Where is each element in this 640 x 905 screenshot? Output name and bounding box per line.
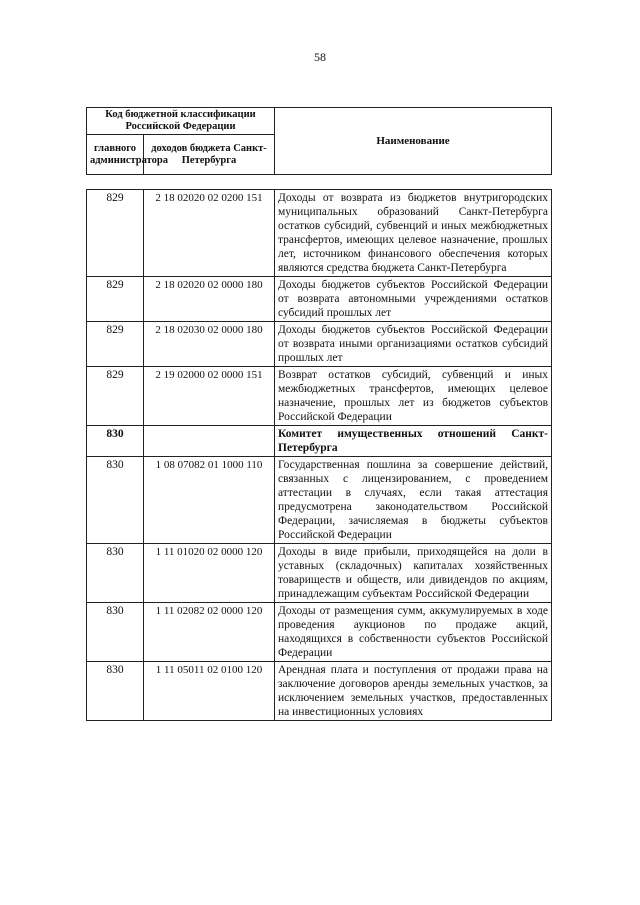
admin-code-cell: 829: [87, 322, 144, 367]
income-code-cell: 1 11 02082 02 0000 120: [144, 603, 275, 662]
page-number: 58: [314, 50, 326, 64]
admin-code-cell: 829: [87, 277, 144, 322]
name-cell: Доходы от возврата из бюджетов внутригородских муниципальных образований Санкт-Петербурга остатков субсидий, субвенций и иных межбюджетных трансфертов, имеющих целевое назначение, прошлых лет, источником финансового обеспечения которых являются средства бюджета Санкт-Петербурга: [275, 190, 552, 277]
income-code-cell: 2 19 02000 02 0000 151: [144, 367, 275, 426]
table-row: [87, 277, 552, 322]
admin-code-cell: 829: [87, 367, 144, 426]
income-code-cell: 2 18 02020 02 0000 180: [144, 277, 275, 322]
admin-code-cell: 830: [87, 662, 144, 721]
name-cell: Доходы в виде прибыли, приходящейся на доли в уставных (складочных) капиталах хозяйственных товариществ и обществ, или дивидендов по акциям, принадлежащим субъектам Российской Федерации: [275, 544, 552, 603]
table-header: [86, 107, 552, 175]
income-code-cell: 1 11 05011 02 0100 120: [144, 662, 275, 721]
name-cell: Комитет имущественных отношений Санкт-Петербурга: [275, 426, 552, 457]
admin-code-cell: 830: [87, 544, 144, 603]
name-cell: Доходы бюджетов субъектов Российской Федерации от возврата иными организациями остатков субсидий прошлых лет: [275, 322, 552, 367]
admin-code-cell: 829: [87, 190, 144, 277]
table-row: [87, 322, 552, 367]
admin-code-cell: 830: [87, 603, 144, 662]
table-row: [87, 662, 552, 721]
budget-table: [86, 189, 552, 721]
name-cell: Арендная плата и поступления от продажи права на заключение договоров аренды земельных участков, за исключением земельных участков, предоставленных на инвестиционных условиях: [275, 662, 552, 721]
income-code-cell: 1 08 07082 01 1000 110: [144, 457, 275, 544]
income-code-cell: 1 11 01020 02 0000 120: [144, 544, 275, 603]
name-cell: Государственная пошлина за совершение действий, связанных с лицензированием, с проведением аттестации в случаях, если такая аттестация предусмотрена законодательством Российской Федерации, зачисляемая в бюджеты субъектов Российской Федерации: [275, 457, 552, 544]
income-code-cell: 2 18 02020 02 0200 151: [144, 190, 275, 277]
name-cell: Доходы бюджетов субъектов Российской Федерации от возврата автономными учреждениями остатков субсидий прошлых лет: [275, 277, 552, 322]
table-row: [87, 544, 552, 603]
name-column-header: Наименование: [275, 108, 552, 175]
table-row: [87, 603, 552, 662]
name-cell: Доходы от размещения сумм, аккумулируемых в ходе проведения аукционов по продаже акций, находящихся в собственности субъектов Российской Федерации: [275, 603, 552, 662]
table-row: [87, 190, 552, 277]
table-row: [87, 367, 552, 426]
income-column-header: доходов бюджета Санкт-Петербурга: [144, 135, 275, 175]
admin-code-cell: 830: [87, 457, 144, 544]
admin-code-cell: 830: [87, 426, 144, 457]
income-code-cell: [144, 426, 275, 457]
name-cell: Возврат остатков субсидий, субвенций и иных межбюджетных трансфертов, имеющих целевое назначение, прошлых лет из бюджетов субъектов Российской Федерации: [275, 367, 552, 426]
table-row: [87, 457, 552, 544]
budget-classification-code-header: Код бюджетной классификации Российской Федерации: [87, 108, 275, 135]
admin-column-header: главного администратора: [87, 135, 144, 175]
table-row: [87, 426, 552, 457]
income-code-cell: 2 18 02030 02 0000 180: [144, 322, 275, 367]
